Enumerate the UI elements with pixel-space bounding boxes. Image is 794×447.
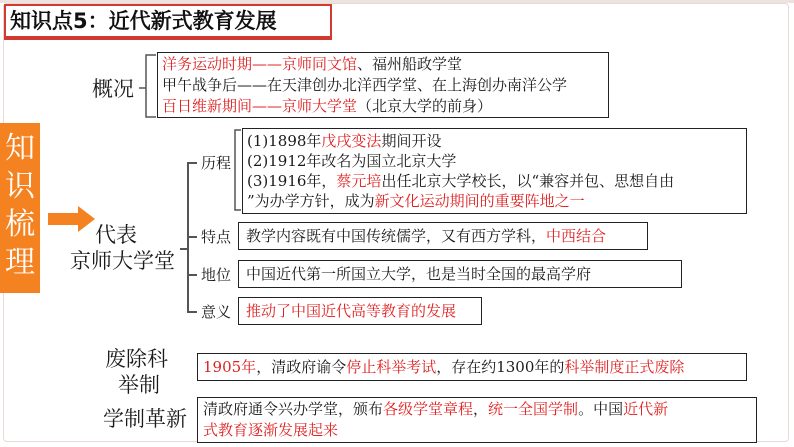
significance-box xyxy=(238,297,482,325)
significance-label: 意义 xyxy=(201,303,232,321)
text-line xyxy=(162,96,604,117)
side-label-char: 识 xyxy=(5,169,35,204)
representative-heading: 代表 xyxy=(95,223,137,247)
text-segment: (2)1912年改名为国立北京大学 xyxy=(247,152,457,170)
text-segment: 推动了中国近代高等教育的发展 xyxy=(246,302,457,320)
overview-brace xyxy=(138,52,158,122)
text-segment: 各级学堂章程 xyxy=(383,400,474,418)
text-line xyxy=(247,131,742,151)
side-label xyxy=(0,130,40,282)
text-segment: (1)1898年 xyxy=(247,132,322,150)
text-segment: 科举制度正式废除 xyxy=(564,358,685,376)
text-segment: （北京大学的前身） xyxy=(357,97,493,115)
text-segment: 蔡元培 xyxy=(336,172,382,190)
text-segment: 出任北京大学校长，以“兼容并包、思想自由 xyxy=(381,172,675,190)
text-line xyxy=(203,399,751,420)
text-segment: 新文化运动期间的重要阵地之一 xyxy=(374,192,585,210)
tree-branch-significance xyxy=(187,311,197,313)
history-box xyxy=(242,128,747,214)
text-segment: 1905年 xyxy=(203,358,257,376)
text-line xyxy=(247,171,742,191)
text-line xyxy=(247,151,742,171)
feature-label: 特点 xyxy=(201,228,232,246)
text-segment: 清政府通令兴办学堂，颁布 xyxy=(203,400,384,418)
text-segment: 统一全国学制 xyxy=(488,400,579,418)
history-label: 历程 xyxy=(201,154,232,172)
title-underline xyxy=(4,38,332,40)
text-segment: 期间开设 xyxy=(381,132,442,150)
text-segment: 近代新 xyxy=(623,400,669,418)
history-brace xyxy=(232,128,242,214)
abolish-box xyxy=(197,353,747,381)
text-segment: 戊戌变法 xyxy=(321,132,382,150)
overview-lines xyxy=(158,53,608,118)
abolish-text xyxy=(198,354,746,380)
reform-heading: 学制革新 xyxy=(103,407,187,431)
reform-box xyxy=(197,397,757,443)
tree-branch-status xyxy=(187,274,197,276)
text-segment: 中西结合 xyxy=(546,227,607,245)
side-label-char: 梳 xyxy=(5,207,35,242)
text-segment: 式教育逐渐发展起来 xyxy=(203,421,339,439)
page-title: 知识点5：近代新式教育发展 xyxy=(4,4,332,38)
text-segment: ”为办学方针，成为 xyxy=(247,192,375,210)
feature-box xyxy=(238,222,648,250)
text-segment: ， xyxy=(473,400,489,418)
significance-text xyxy=(239,298,481,324)
overview-heading: 概况 xyxy=(92,77,134,101)
status-box xyxy=(238,260,682,288)
arrow-right-icon xyxy=(48,206,96,232)
text-line xyxy=(162,54,604,75)
text-segment: 京师同文馆 xyxy=(282,55,358,73)
reform-lines xyxy=(198,398,756,442)
text-segment: 教学内容既有中国传统儒学，又有西方学科， xyxy=(246,227,547,245)
feature-text xyxy=(239,223,647,249)
text-segment: ，清政府谕令 xyxy=(256,358,347,376)
text-line xyxy=(162,75,604,96)
status-text xyxy=(239,261,681,287)
representative-subheading: 京师大学堂 xyxy=(70,249,175,273)
text-segment: 停止科举考试 xyxy=(346,358,437,376)
overview-box xyxy=(157,52,609,118)
text-segment: 京师大学堂 xyxy=(282,97,358,115)
text-line xyxy=(203,420,751,441)
text-segment: ，存在约1300年的 xyxy=(436,358,565,376)
abolish-subheading: 举制 xyxy=(118,373,160,397)
text-segment: 百日维新期间—— xyxy=(162,97,283,115)
abolish-heading: 废除科 xyxy=(105,347,168,371)
tree-branch-feature xyxy=(187,236,197,238)
side-label-char: 理 xyxy=(5,245,35,280)
tree-branch-history xyxy=(187,162,197,164)
text-segment: 。中国 xyxy=(578,400,624,418)
text-segment: 洋务运动时期—— xyxy=(162,55,283,73)
text-segment: 中国近代第一所国立大学，也是当时全国的最高学府 xyxy=(246,265,592,283)
text-segment: 、福州船政学堂 xyxy=(357,55,463,73)
status-label: 地位 xyxy=(201,266,232,284)
text-segment: (3)1916年， xyxy=(247,172,337,190)
side-label-char: 知 xyxy=(5,131,35,166)
text-segment: 甲午战争后——在天津创办北洋西学堂、在上海创办南洋公学 xyxy=(162,76,568,94)
text-line xyxy=(247,191,742,211)
history-lines xyxy=(243,129,746,213)
